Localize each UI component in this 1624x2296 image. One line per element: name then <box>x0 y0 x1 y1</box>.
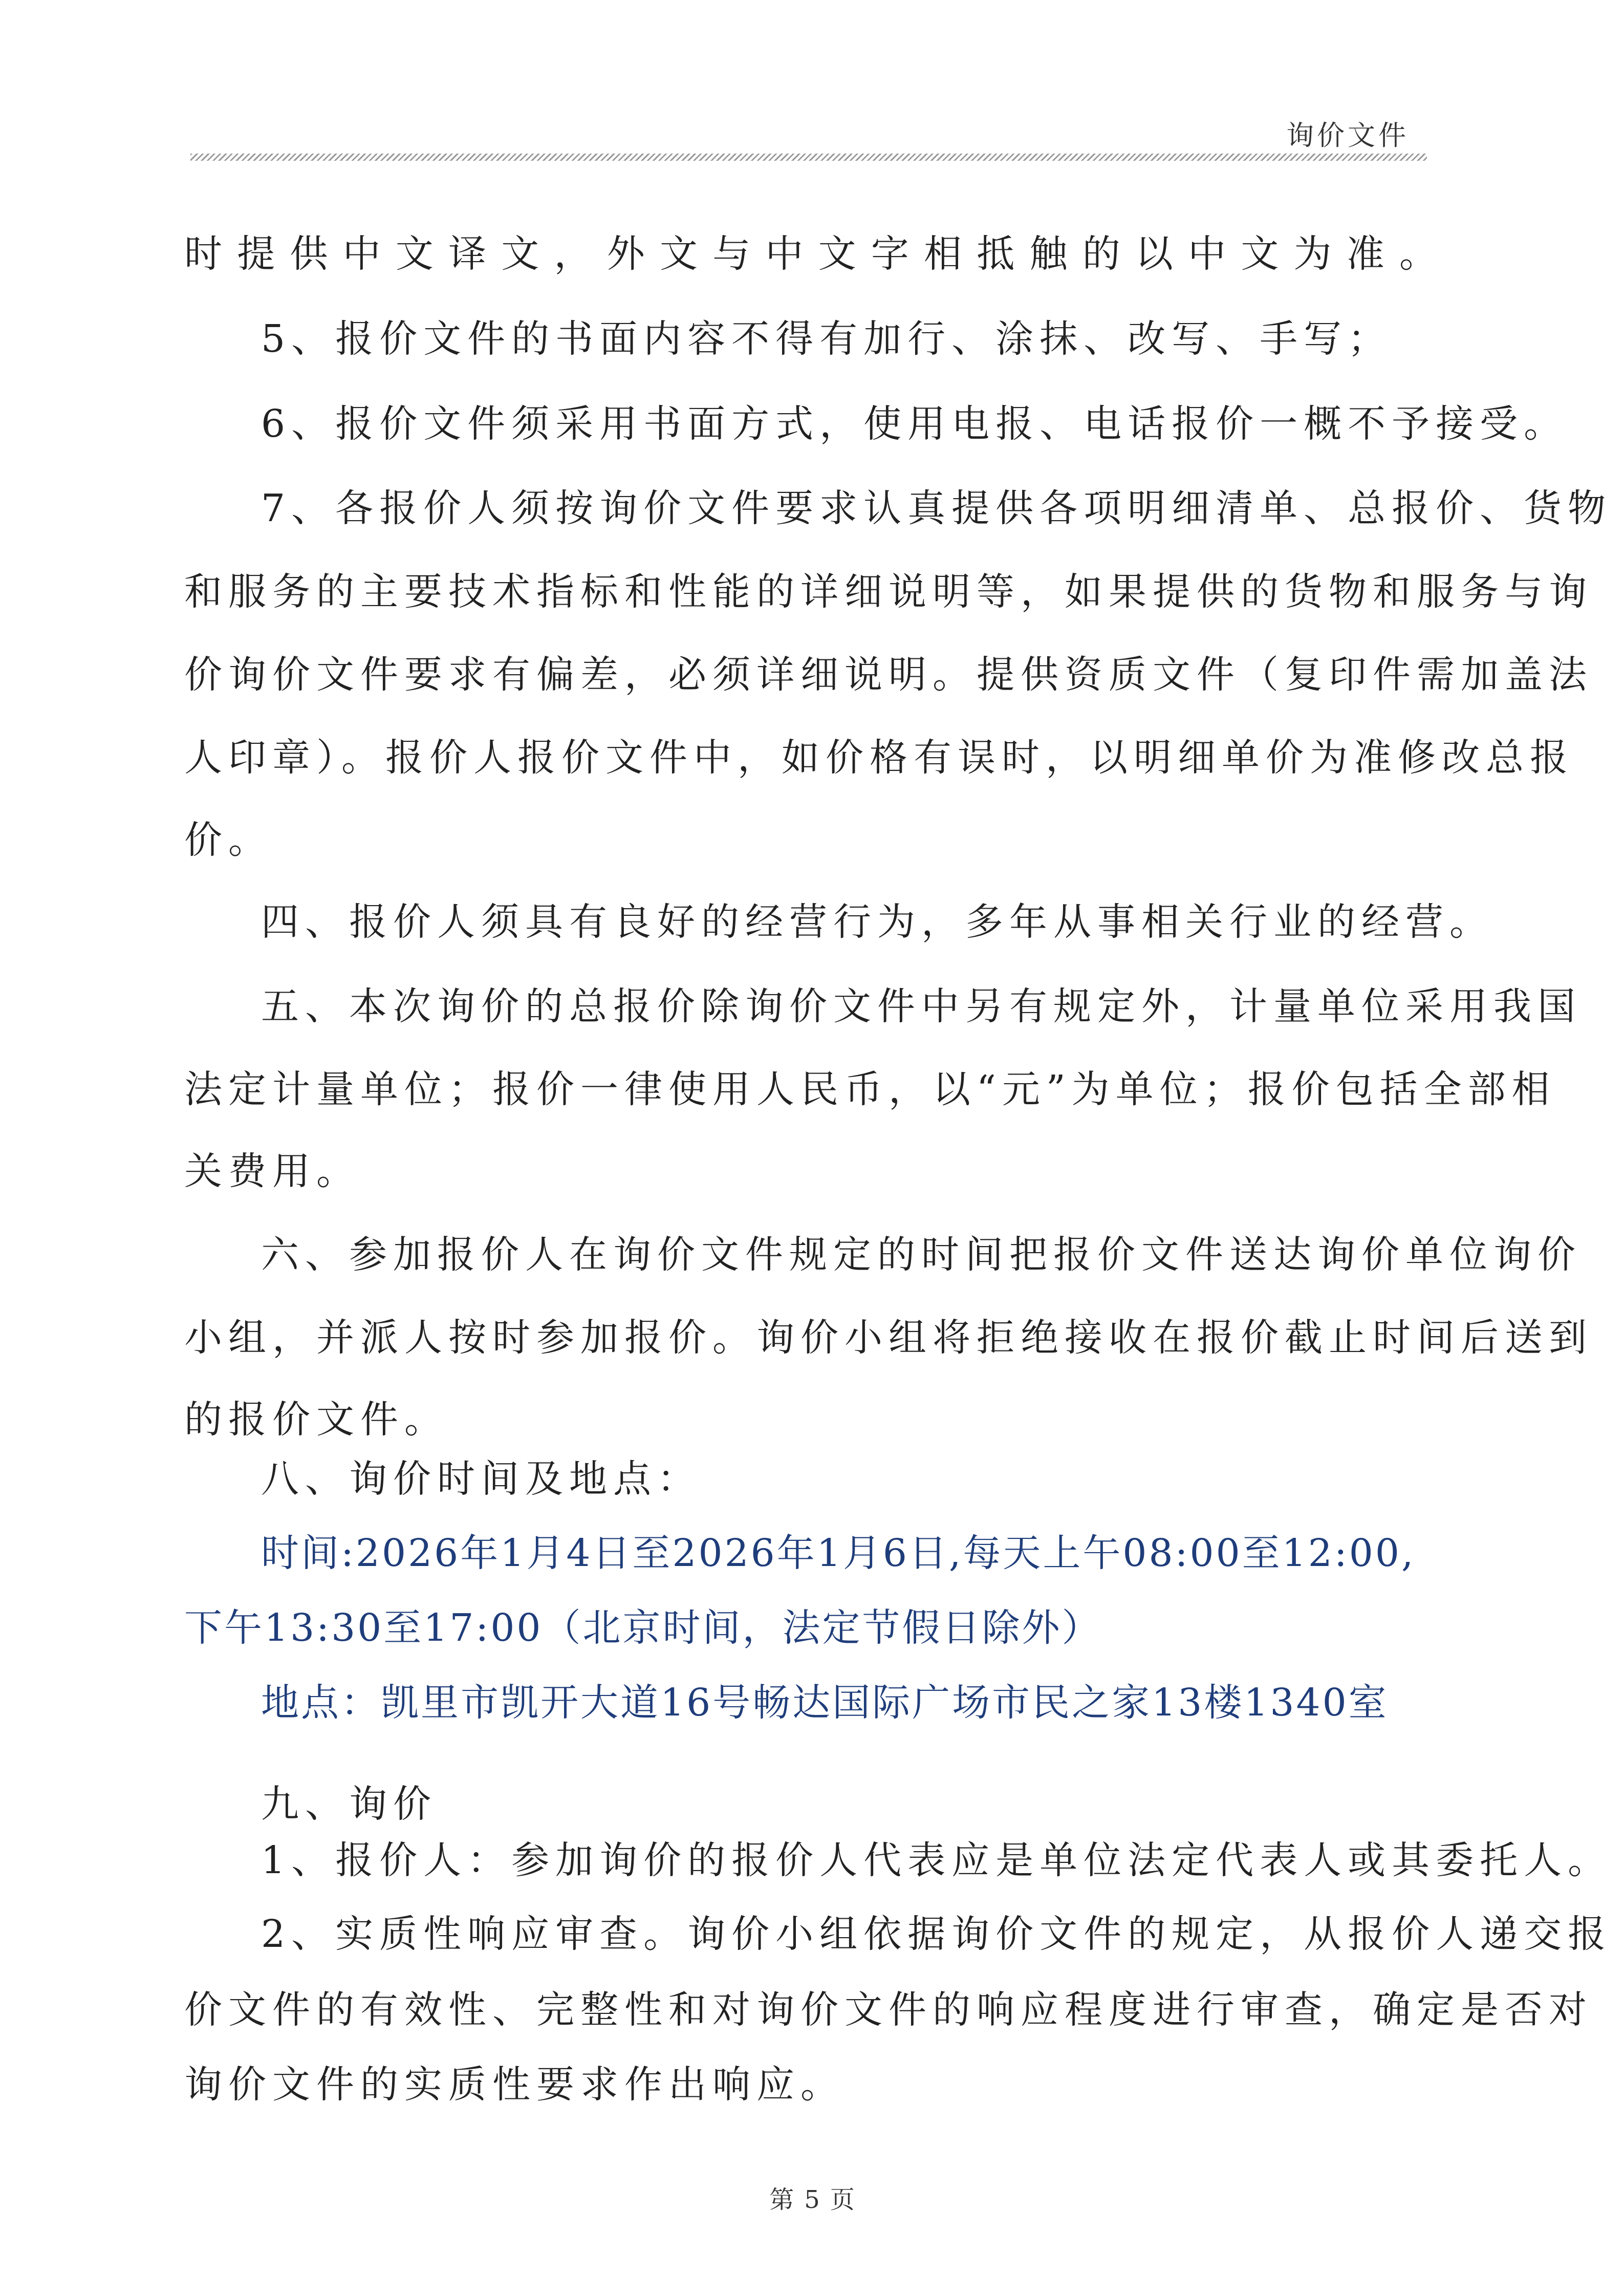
body-line: 六、参加报价人在询价文件规定的时间把报价文件送达询价单位询价 <box>261 1233 1582 1277</box>
body-line: 5、报价文件的书面内容不得有加行、涂抹、改写、手写； <box>261 317 1392 361</box>
body-line: 人印章）。报价人报价文件中，如价格有误时，以明细单价为准修改总报 <box>184 736 1574 780</box>
section-heading: 九、询价 <box>261 1782 437 1826</box>
body-line: 小组，并派人按时参加报价。询价小组将拒绝接收在报价截止时间后送到 <box>184 1316 1593 1360</box>
page-footer <box>0 2180 1624 2215</box>
body-line: 法定计量单位；报价一律使用人民币，以“元”为单位；报价包括全部相 <box>184 1067 1556 1111</box>
body-line: 6、报价文件须采用书面方式，使用电报、电话报价一概不予接受。 <box>261 402 1568 446</box>
body-line: 关费用。 <box>184 1149 360 1193</box>
header-divider <box>190 154 1427 161</box>
inquiry-location: 地点：凯里市凯开大道16号畅达国际广场市民之家13楼1340室 <box>261 1681 1389 1725</box>
body-line: 1、报价人：参加询价的报价人代表应是单位法定代表人或其委托人。 <box>261 1838 1612 1882</box>
body-line: 7、各报价人须按询价文件要求认真提供各项明细清单、总报价、货物 <box>261 486 1612 530</box>
section-heading: 八、询价时间及地点： <box>261 1457 701 1501</box>
body-line: 的报价文件。 <box>184 1398 448 1442</box>
body-line: 询价文件的实质性要求作出响应。 <box>184 2063 845 2107</box>
body-line: 五、本次询价的总报价除询价文件中另有规定外，计量单位采用我国 <box>261 984 1582 1028</box>
inquiry-time: 时间:2026年1月4日至2026年1月6日,每天上午08:00至12:00, <box>261 1531 1416 1575</box>
body-line: 和服务的主要技术指标和性能的详细说明等，如果提供的货物和服务与询 <box>184 570 1593 614</box>
body-line: 2、实质性响应审查。询价小组依据询价文件的规定，从报价人递交报 <box>261 1912 1612 1956</box>
footer-prefix: 第 <box>769 2185 794 2214</box>
header-title: 询价文件 <box>1286 119 1409 152</box>
body-line: 价文件的有效性、完整性和对询价文件的响应程度进行审查，确定是否对 <box>184 1988 1593 2032</box>
body-line: 时提供中文译文，外文与中文字相抵触的以中文为准。 <box>184 232 1443 276</box>
body-line: 四、报价人须具有良好的经营行为，多年从事相关行业的经营。 <box>261 900 1493 944</box>
page-number: 5 <box>804 2185 820 2214</box>
inquiry-time-continued: 下午13:30至17:00（北京时间，法定节假日除外） <box>184 1606 1102 1650</box>
body-line: 价询价文件要求有偏差，必须详细说明。提供资质文件（复印件需加盖法 <box>184 653 1593 697</box>
footer-suffix: 页 <box>830 2185 855 2214</box>
body-line: 价。 <box>184 818 272 862</box>
